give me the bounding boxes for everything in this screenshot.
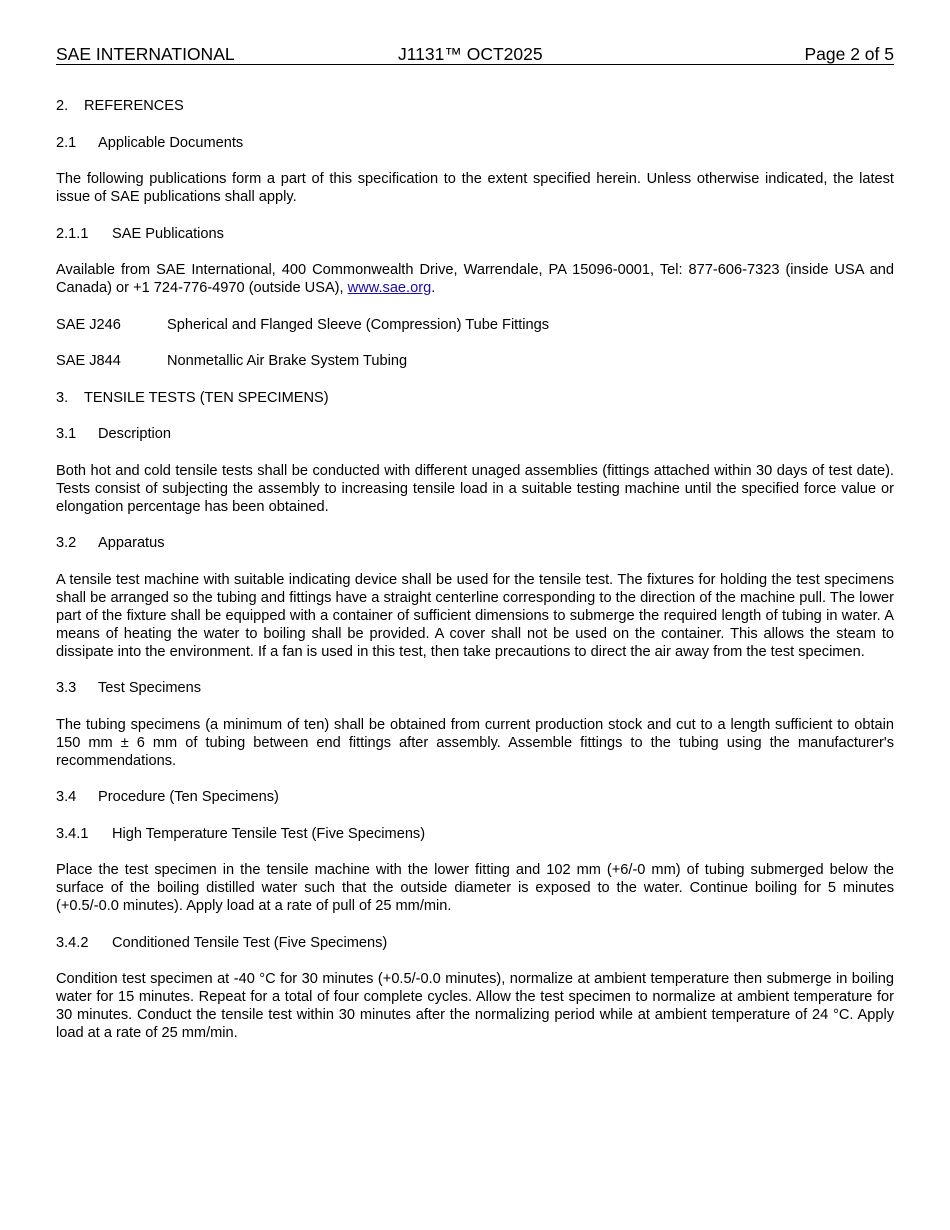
section-title: REFERENCES [84, 98, 184, 114]
section-2-heading [56, 97, 894, 115]
section-2-1-1-heading [56, 225, 894, 243]
section-3-2-heading [56, 534, 894, 552]
section-title: Test Specimens [98, 680, 202, 696]
section-number: 3.4.2 [56, 934, 89, 951]
section-number: 3.4 [56, 789, 77, 805]
reference-code: SAE J246 [56, 316, 121, 333]
section-number: 2. [56, 98, 69, 114]
section-title: High Temperature Tensile Test (Five Specimens) [112, 825, 426, 842]
page-header [56, 44, 894, 65]
header-document-id: J1131™ OCT2025 [398, 44, 543, 64]
section-3-2-paragraph: A tensile test machine with suitable indicating device shall be used for the tensile test. The fixtures for holding the test specimens shall be arranged so the tubing and fittings have a straight centerline corresponding to the direction of the machine pull. The lower part of the fixture shall be equipped with a container of sufficient dimensions to submerge the required length of tubing in water. A means of heating the water to boiling shall be provided. A cover shall not be used on the container. This allows the steam to dissipate into the environment. If a fan is used in this test, then take precautions to direct the air away from the test specimen. [56, 571, 894, 660]
section-number: 3.4.1 [56, 825, 89, 842]
reference-row [56, 316, 894, 334]
reference-title: Nonmetallic Air Brake System Tubing [167, 353, 408, 369]
section-3-heading [56, 389, 894, 407]
section-3-4-2-heading [56, 934, 894, 952]
section-title: Description [98, 426, 171, 442]
section-3-1-heading [56, 425, 894, 443]
section-title: Applicable Documents [98, 134, 244, 151]
document-body [56, 97, 894, 1061]
section-title: Apparatus [98, 535, 165, 551]
section-2-1-paragraph: The following publications form a part of this specification to the extent specified herein. Unless otherwise indicated, the latest issue of SAE publications shall apply. [56, 171, 894, 205]
section-number: 2.1.1 [56, 225, 89, 242]
section-number: 3. [56, 389, 69, 406]
section-3-4-heading [56, 788, 894, 806]
section-2-1-heading [56, 134, 894, 152]
section-3-1-paragraph: Both hot and cold tensile tests shall be conducted with different unaged assemblies (fittings attached within 30 days of test date). Tests consist of subjecting the assembly to increasing tensile load in a suitable testing machine until the specified force value or elongation percentage has been obtained. [56, 462, 894, 515]
section-title: TENSILE TESTS (TEN SPECIMENS) [84, 389, 329, 406]
section-number: 2.1 [56, 134, 77, 151]
section-title: SAE Publications [112, 225, 224, 242]
section-title: Procedure (Ten Specimens) [98, 789, 279, 805]
section-3-4-1-heading [56, 825, 894, 843]
section-3-3-paragraph: The tubing specimens (a minimum of ten) shall be obtained from current production stock and cut to a length sufficient to obtain 150 mm ± 6 mm of tubing between end fittings after assembly. Assemble fittings to the tubing using the manufacturer's recommendations. [56, 716, 894, 769]
reference-row [56, 352, 894, 370]
section-number: 3.3 [56, 680, 77, 696]
availability-text: Available from SAE International, 400 Commonwealth Drive, Warrendale, PA 15096-0001, Tel: 877-606-7323 (inside USA and Canada) or +1 724-776-4970 (outside USA), [56, 262, 894, 296]
availability-end: . [431, 280, 436, 296]
section-3-3-heading [56, 679, 894, 697]
header-organization: SAE INTERNATIONAL [56, 44, 235, 64]
section-2-1-1-paragraph [56, 261, 894, 297]
reference-code: SAE J844 [56, 353, 121, 369]
section-3-4-1-paragraph: Place the test specimen in the tensile machine with the lower fitting and 102 mm (+6/-0 mm) of tubing submerged below the surface of the boiling distilled water such that the outside diameter is exposed to the water. Continue boiling for 5 minutes (+0.5/-0.0 minutes). Apply load at a rate of pull of 25 mm/min. [56, 862, 894, 914]
section-number: 3.1 [56, 426, 77, 442]
section-number: 3.2 [56, 535, 77, 551]
header-page-number: Page 2 of 5 [804, 44, 894, 64]
section-title: Conditioned Tensile Test (Five Specimens) [112, 934, 388, 951]
sae-website-link[interactable]: www.sae.org [347, 280, 432, 296]
section-3-4-2-paragraph: Condition test specimen at -40 °C for 30 minutes (+0.5/-0.0 minutes), normalize at ambient temperature then submerge in boiling water for 15 minutes. Repeat for a total of four complete cycles. Allow the test specimen to normalize at ambient temperature for 30 minutes. Conduct the tensile test within 30 minutes after the normalizing period while at ambient temperature of 24 °C. Apply load at a rate of 25 mm/min. [56, 971, 894, 1041]
reference-title: Spherical and Flanged Sleeve (Compression) Tube Fittings [167, 316, 550, 333]
